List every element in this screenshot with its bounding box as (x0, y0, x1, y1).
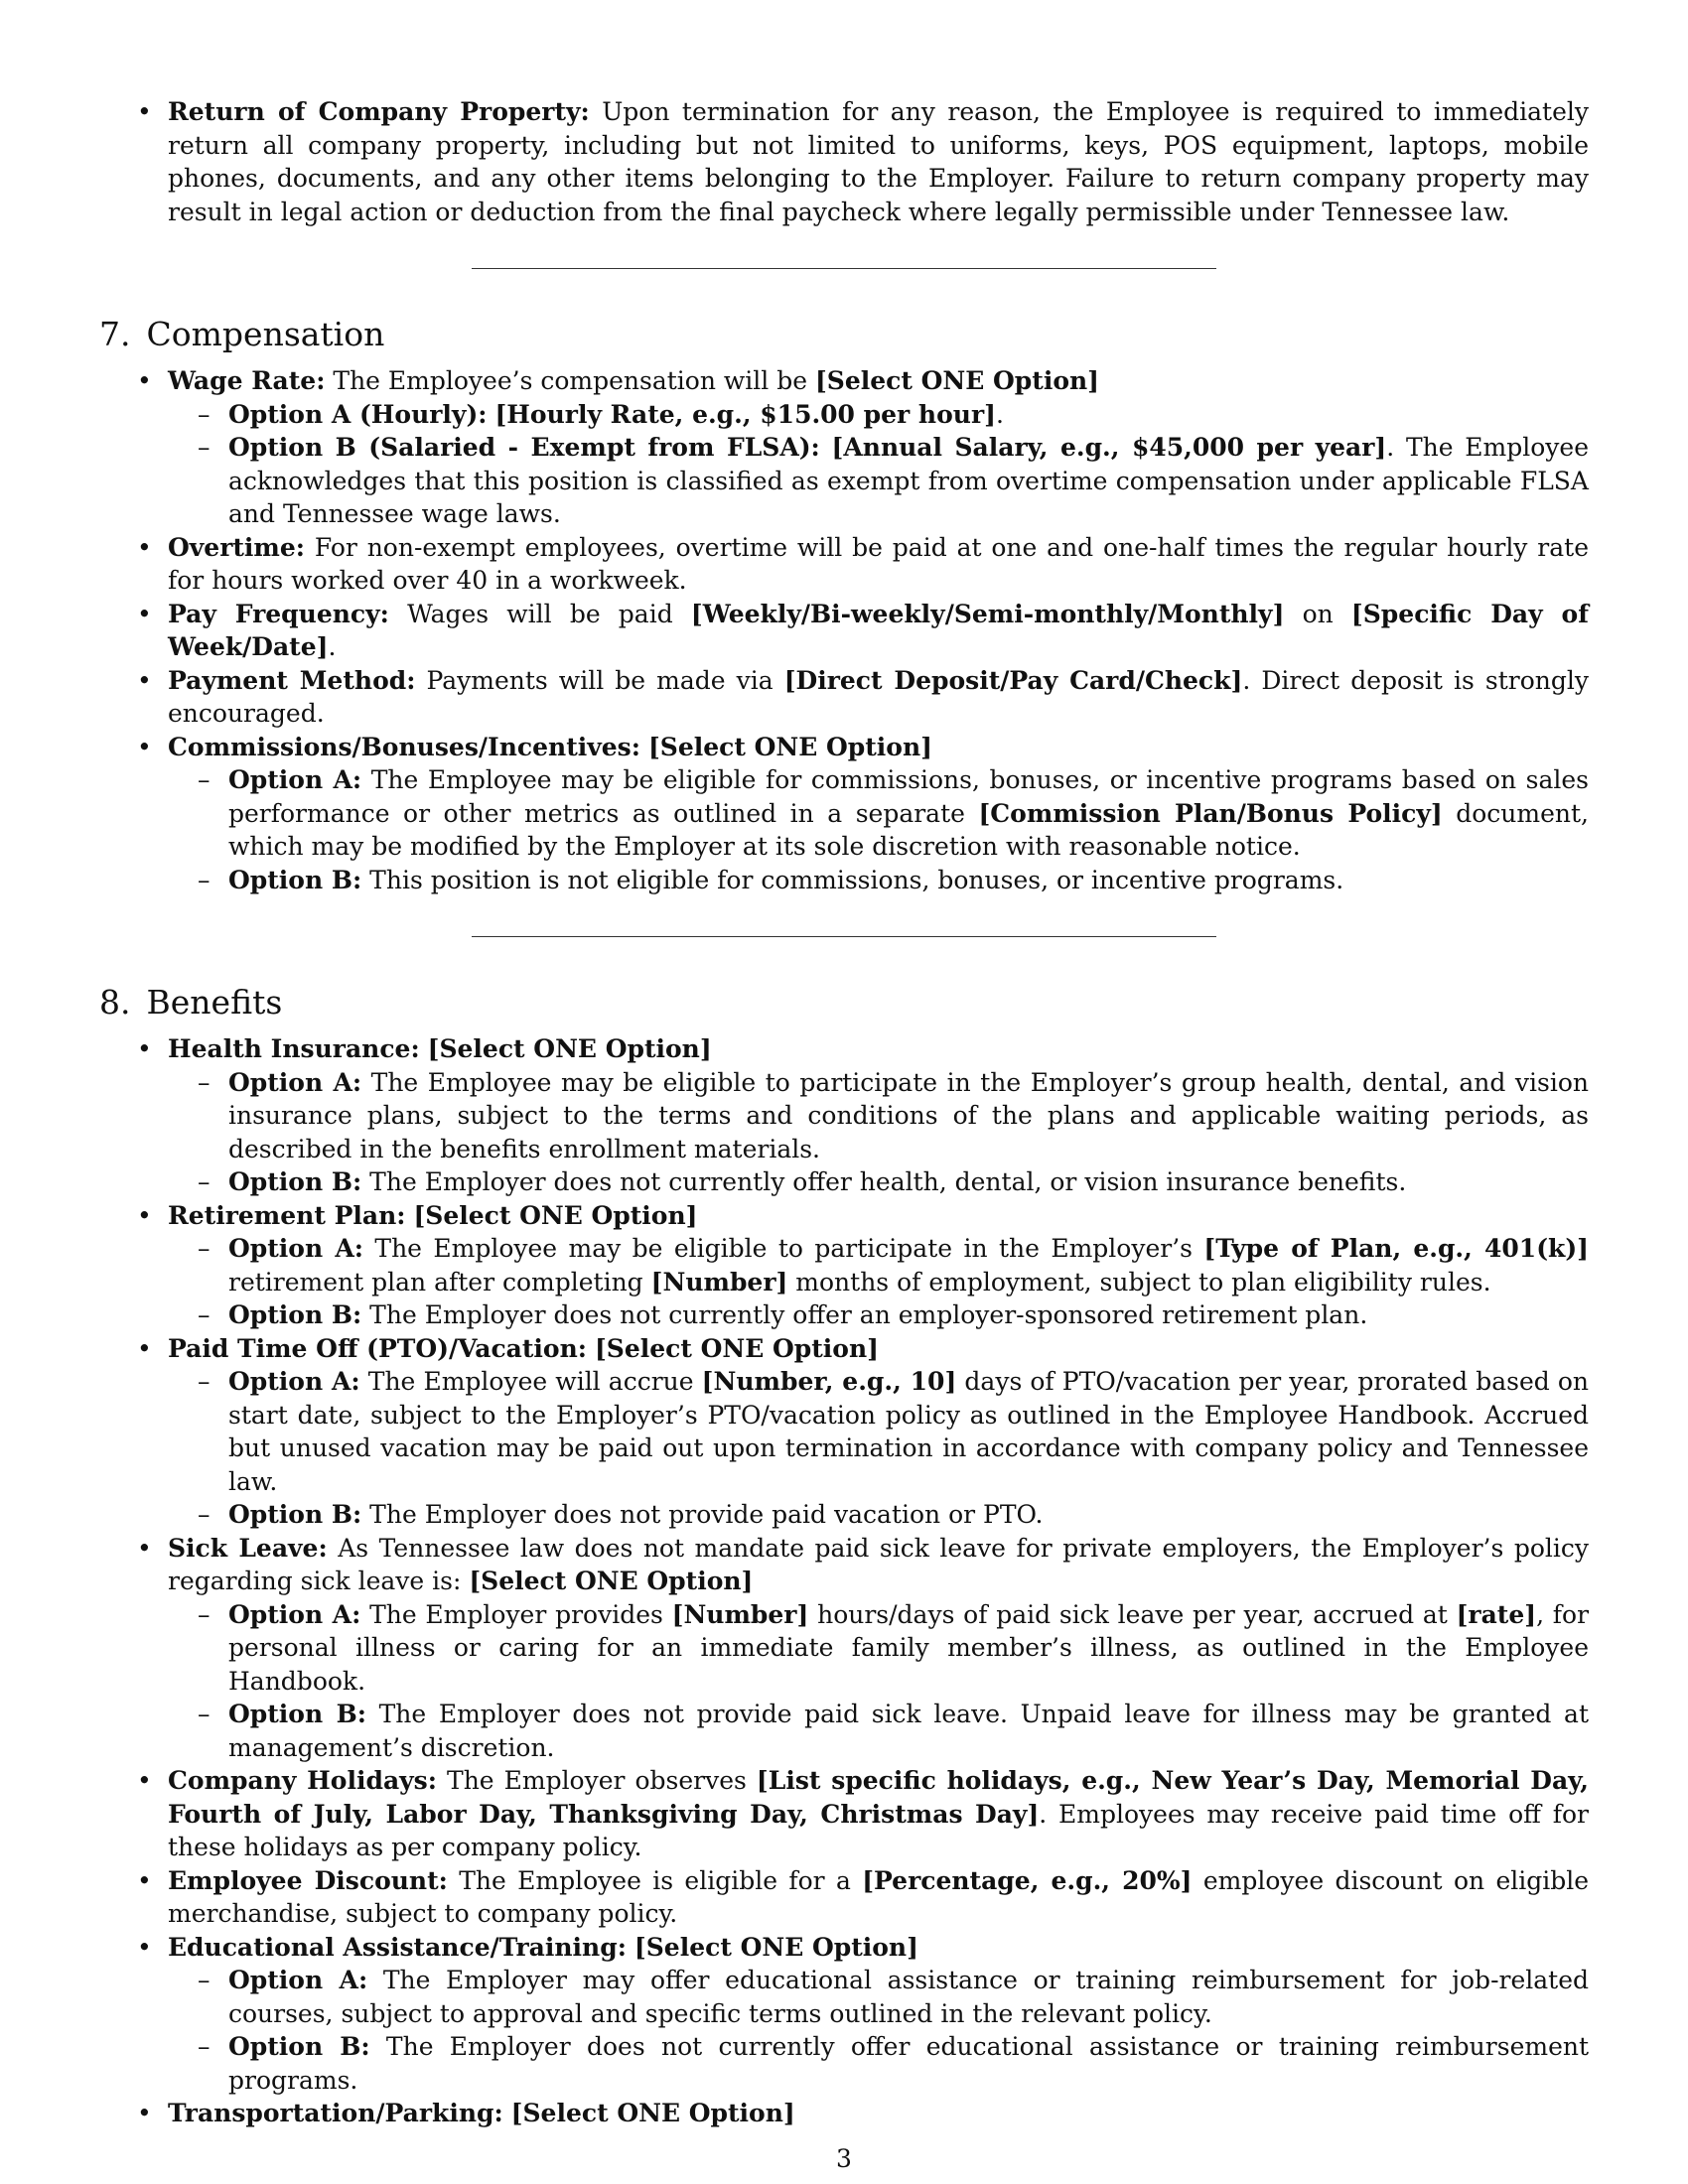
intro-list (99, 95, 1589, 228)
page-number: 3 (836, 2144, 852, 2173)
option-b: – Option B: The Employer does not currently offer health, dental, or vision insurance benefits. (168, 1165, 1589, 1199)
list-item-employee-discount: • Employee Discount: The Employee is eligible for a [Percentage, e.g., 20%] employee discount on eligible merchandise, subject to company policy. (99, 1864, 1589, 1931)
option-a: – Option A: The Employee may be eligible to participate in the Employer’s [Type of Plan, e.g., 401(k)] retirement plan after completing [Number] months of employment, subject to plan eligibility rules. (168, 1232, 1589, 1298)
list-item-payment-method: • Payment Method: Payments will be made via [Direct Deposit/Pay Card/Check]. Direct deposit is strongly encouraged. (99, 664, 1589, 731)
list-item-commissions: • Commissions/Bonuses/Incentives: [Select ONE Option] – Option A: The Employee may be eligible for commissions, bonuses, or incentive programs based on sales performance or other metrics as outlined in a separate [Commission Plan/Bonus Policy] document, which may be modified by the Employer at its sole discretion with reasonable notice. – Option B: This position is not eligible for commissions, bonuses, or incentive programs. (99, 731, 1589, 897)
list-item-pto: • Paid Time Off (PTO)/Vacation: [Select ONE Option] – Option A: The Employee will accrue [Number, e.g., 10] days of PTO/vacation per year, prorated based on start date, subject to the Employer’s PTO/vacation policy as outlined in the Employee Handbook. Accrued but unused vacation may be paid out upon termination in accordance with company policy and Tennessee law. – Option B: The Employer does not provide paid vacation or PTO. (99, 1332, 1589, 1532)
section-heading-compensation: 7. Compensation (99, 315, 385, 353)
compensation-list (99, 364, 1589, 896)
option-b: – Option B (Salaried - Exempt from FLSA): [Annual Salary, e.g., $45,000 per year]. The Employee acknowledges that this position is classified as exempt from overtime compensation under applicable FLSA and Tennessee wage laws. (168, 431, 1589, 531)
list-item-educational-assistance: • Educational Assistance/Training: [Select ONE Option] – Option A: The Employer may offer educational assistance or training reimbursement for job-related courses, subject to approval and specific terms outlined in the relevant policy. – Option B: The Employer does not currently offer educational assistance or training reimbursement programs. (99, 1931, 1589, 2098)
option-b: – Option B: The Employer does not currently offer an employer-sponsored retirement plan. (168, 1298, 1589, 1332)
list-item-retirement-plan: • Retirement Plan: [Select ONE Option] – Option A: The Employee may be eligible to participate in the Employer’s [Type of Plan, e.g., 401(k)] retirement plan after completing [Number] months of employment, subject to plan eligibility rules. – Option B: The Employer does not currently offer an employer-sponsored retirement plan. (99, 1199, 1589, 1332)
section-divider (472, 268, 1216, 269)
list-item-sick-leave: • Sick Leave: As Tennessee law does not mandate paid sick leave for private employers, the Employer’s policy regarding sick leave is: [Select ONE Option] – Option A: The Employer provides [Number] hours/days of paid sick leave per year, accrued at [rate], for personal illness or caring for an immediate family member’s illness, as outlined in the Employee Handbook. – Option B: The Employer does not provide paid sick leave. Unpaid leave for illness may be granted at management’s discretion. (99, 1532, 1589, 1765)
list-item-overtime: • Overtime: For non-exempt employees, overtime will be paid at one and one-half times the regular hourly rate for hours worked over 40 in a workweek. (99, 531, 1589, 598)
list-item-company-holidays: • Company Holidays: The Employer observes [List specific holidays, e.g., New Year’s Day, Memorial Day, Fourth of July, Labor Day, Thanksgiving Day, Christmas Day]. Employees may receive paid time off for these holidays as per company policy. (99, 1764, 1589, 1864)
option-b: – Option B: The Employer does not provide paid sick leave. Unpaid leave for illness may be granted at management’s discretion. (168, 1698, 1589, 1764)
list-item-health-insurance: • Health Insurance: [Select ONE Option] – Option A: The Employee may be eligible to participate in the Employer’s group health, dental, and vision insurance plans, subject to the terms and conditions of the plans and applicable waiting periods, as described in the benefits enrollment materials. – Option B: The Employer does not currently offer health, dental, or vision insurance benefits. (99, 1032, 1589, 1199)
benefits-list (99, 1032, 1589, 2130)
option-a: – Option A: The Employee may be eligible to participate in the Employer’s group health, dental, and vision insurance plans, subject to the terms and conditions of the plans and applicable waiting periods, as described in the benefits enrollment materials. (168, 1066, 1589, 1166)
option-a: – Option A: The Employer may offer educational assistance or training reimbursement for job-related courses, subject to approval and specific terms outlined in the relevant policy. (168, 1964, 1589, 2030)
option-a: – Option A (Hourly): [Hourly Rate, e.g., $15.00 per hour]. (168, 398, 1589, 432)
section-heading-benefits: 8. Benefits (99, 983, 283, 1022)
option-b: – Option B: The Employer does not provide paid vacation or PTO. (168, 1498, 1589, 1532)
option-a: – Option A: The Employee will accrue [Number, e.g., 10] days of PTO/vacation per year, prorated based on start date, subject to the Employer’s PTO/vacation policy as outlined in the Employee Handbook. Accrued but unused vacation may be paid out upon termination in accordance with company policy and Tennessee law. (168, 1365, 1589, 1498)
list-item-transportation: • Transportation/Parking: [Select ONE Option] (99, 2097, 1589, 2130)
option-b: – Option B: The Employer does not currently offer educational assistance or training reimbursement programs. (168, 2030, 1589, 2097)
option-b: – Option B: This position is not eligible for commissions, bonuses, or incentive programs. (168, 864, 1589, 897)
option-a: – Option A: The Employer provides [Number] hours/days of paid sick leave per year, accrued at [rate], for personal illness or caring for an immediate family member’s illness, as outlined in the Employee Handbook. (168, 1598, 1589, 1699)
section-divider (472, 936, 1216, 937)
list-item-wage-rate: • Wage Rate: The Employee’s compensation will be [Select ONE Option] – Option A (Hourly): [Hourly Rate, e.g., $15.00 per hour]. – Option B (Salaried - Exempt from FLSA): [Annual Salary, e.g., $45,000 per year]. The Employee acknowledges that this position is classified as exempt from overtime compensation under applicable FLSA and Tennessee wage laws. (99, 364, 1589, 531)
list-item-pay-frequency: • Pay Frequency: Wages will be paid [Weekly/Bi-weekly/Semi-monthly/Monthly] on [Specific Day of Week/Date]. (99, 598, 1589, 664)
list-item-return-property: • Return of Company Property: Upon termination for any reason, the Employee is required to immediately return all company property, including but not limited to uniforms, keys, POS equipment, laptops, mobile phones, documents, and any other items belonging to the Employer. Failure to return company property may result in legal action or deduction from the final paycheck where legally permissible under Tennessee law. (99, 95, 1589, 228)
document-page (99, 95, 1589, 2130)
option-a: – Option A: The Employee may be eligible for commissions, bonuses, or incentive programs based on sales performance or other metrics as outlined in a separate [Commission Plan/Bonus Policy] document, which may be modified by the Employer at its sole discretion with reasonable notice. (168, 763, 1589, 864)
